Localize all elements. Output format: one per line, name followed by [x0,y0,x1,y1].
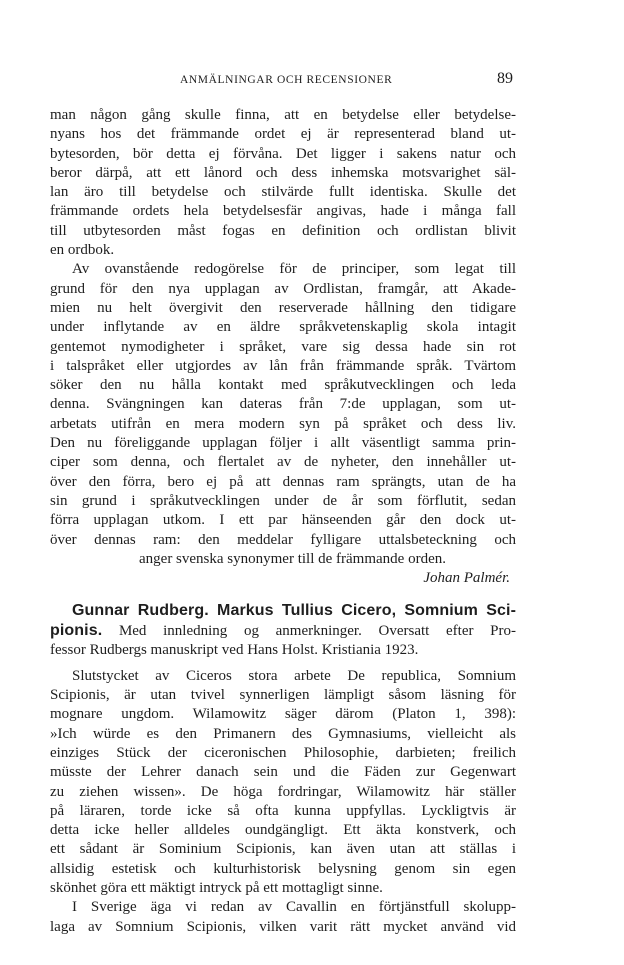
review-palmer-paragraph-1 [50,106,516,260]
text-line: I Sverige äga vi redan av Cavallin en förtjänstfull skolupp- [72,899,516,916]
text-line: Av ovanstående redogörelse för de principer, som legat till [72,261,516,278]
review-heading-text: Med innledning og anmerkninger. Oversatt efter Pro- [102,623,516,640]
text-line: under inflytande av en äldre språkvetenskaplig skola intagit [50,319,516,336]
text-line: nyans hos det främmande ordet ej är representerad bland ut- [50,126,516,143]
text-line: mognare ungdom. Wilamowitz säger därom (Platon 1, 398): [50,706,516,723]
text-line: man någon gång skulle finna, att en betydelse eller betydelse- [50,107,516,123]
signature-text: Johan Palmér. [423,570,510,587]
text-line: ett sådant är Sominium Scipionis, kan även utan att ställas i [50,841,516,858]
text-line: denna. Svängningen kan dateras från 7:de upplagan, som ut- [50,396,516,413]
text-line: Den nu föreliggande upplagan följer i allt väsentligt samma prin- [50,435,516,452]
text-line: »Ich würde es den Primanern des Gymnasiums, vielleicht als [50,725,516,742]
text-line: en ordbok. [50,242,115,259]
section-gap [50,588,516,601]
text-line: Slutstycket av Ciceros stora arbete De republica, Somnium [72,667,516,684]
text-line: över dennas ram: den meddelar fylligare uttalsbeteckning och [50,531,516,548]
text-line: på läraren, torde icke så ofta kunna uppfyllas. Lyckligtvis är [50,802,516,819]
text-line: över den förra, bero ej på att dennas ram sprängts, utan de ha [50,473,516,490]
text-line: i talspråket eller utgjordes av lån från främmande språk. Tvärtom [50,357,516,374]
text-line: zu ziehen wissen». De höga fordringar, Wilamowitz här ställer [50,783,516,800]
text-line: förra upplagan utkom. I ett par hänseenden går den dock ut- [50,512,516,529]
review-heading-line: fessor Rudbergs manuskript ved Hans Holst. Kristiania 1923. [50,642,419,659]
running-header [0,72,624,92]
body-text [50,106,516,937]
text-line: detta icke heller alldeles oundgängligt. Ett äkta konstverk, och [50,822,516,839]
text-line: grund för den nya upplagan av Ordlistan, framgår, att Akade- [50,280,516,297]
text-line: arbetats utifrån en mera modern syn på språket och dess liv. [50,415,516,432]
review-rudberg-heading [50,601,516,660]
review-rudberg-paragraph-2 [50,898,516,937]
review-palmer-paragraph-2 [50,260,516,588]
review-heading-line [50,621,516,641]
text-line: lan äro till betydelse och stilvärde fullt identiska. Skulle det [50,184,516,201]
text-line: främmande ordets hela betydelsesfär angivas, hade i många fall [50,203,516,220]
text-line: sin grund i språkutvecklingen under de år som förflutit, sedan [50,492,516,509]
text-line: anger svenska synonymer till de främmande orden. [139,550,446,567]
text-line: beror därpå, att ett lånord och dess inhemska motsvarighet säl- [50,164,516,181]
text-line: Scipionis, är utan tvivel synnerligen lämpligt såsom läsning för [50,687,516,704]
running-header-title: ANMÄLNINGAR OCH RECENSIONER [180,74,393,86]
review-heading-bold: pionis. [50,622,103,640]
review-heading-line [50,601,516,621]
text-line: ciper som denna, och flertalet av de nyheter, den innehåller ut- [50,454,516,471]
page-number: 89 [497,70,513,87]
review-rudberg-paragraph-1 [50,667,516,899]
text-line: bytesorden, bör detta ej förvåna. Det ligger i sakens natur och [50,145,516,162]
text-line: till utbytesorden måst fogas en definition och ordlistan blivit [50,222,516,239]
text-line: skönhet göra ett mäktigt intryck på ett mottagligt sinne. [50,879,383,896]
text-line: müsste der Lehrer danach sein und die Fäden zur Gegenwart [50,764,516,781]
text-line: einziges Stück der ciceronischen Philosophie, darbieten; freilich [50,744,516,761]
text-line: allsidig estetisk och kulturhistorisk belysning genom sin egen [50,860,516,877]
text-line: mien nu helt övergivit den reserverade hållning den tidigare [50,299,516,316]
review-heading-bold: Gunnar Rudberg. Markus Tullius Cicero, Somnium Sci- [72,602,516,620]
text-line: gentemot nymodigheter i språket, vare sig dessa hade sin rot [50,338,516,355]
text-line: söker den nu hålla kontakt med språkutvecklingen och leda [50,377,516,394]
text-line: laga av Somnium Scipionis, vilken varit rätt mycket använd vid [50,918,516,935]
review-signature [50,569,516,588]
